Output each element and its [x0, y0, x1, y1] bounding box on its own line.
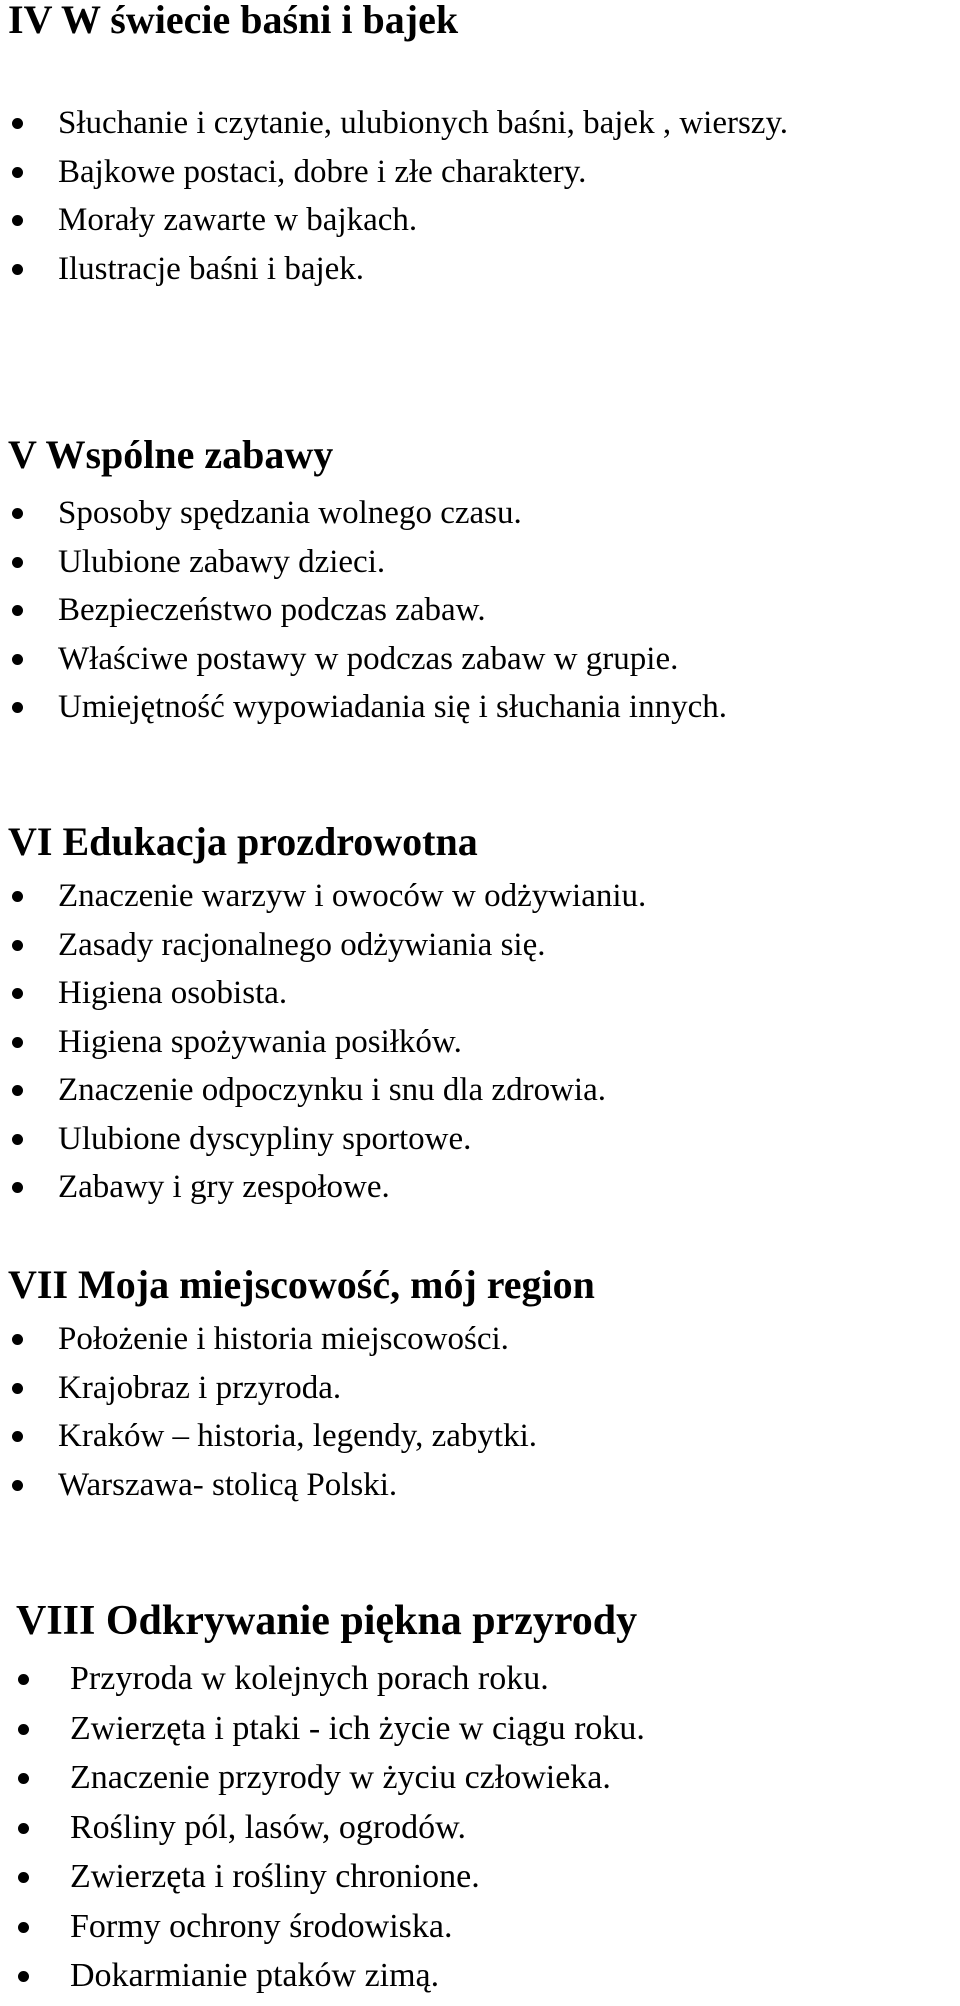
section-heading: IV W świecie baśni i bajek: [8, 0, 459, 42]
bullet-icon: [18, 1724, 29, 1735]
bullet-icon: [12, 605, 23, 616]
bullet-icon: [12, 1334, 23, 1345]
bullet-icon: [18, 1773, 29, 1784]
bullet-icon: [12, 654, 23, 665]
bullet-icon: [18, 1674, 29, 1685]
bullet-icon: [12, 1480, 23, 1491]
section-heading: V Wspólne zabawy: [8, 432, 334, 477]
bullet-icon: [12, 508, 23, 519]
bullet-icon: [12, 118, 23, 129]
bullet-icon: [18, 1971, 29, 1982]
bullet-icon: [12, 1182, 23, 1193]
bullet-icon: [18, 1922, 29, 1933]
bullet-icon: [12, 557, 23, 568]
bullet-icon: [12, 988, 23, 999]
bullet-icon: [18, 1872, 29, 1883]
bullet-icon: [12, 215, 23, 226]
bullet-icon: [12, 1383, 23, 1394]
section-heading: VI Edukacja prozdrowotna: [8, 819, 478, 864]
bullet-icon: [12, 702, 23, 713]
bullet-icon: [12, 940, 23, 951]
section-heading: VII Moja miejscowość, mój region: [8, 1262, 595, 1307]
bullet-icon: [12, 1134, 23, 1145]
bullet-icon: [12, 1431, 23, 1442]
section-heading: VIII Odkrywanie piękna przyrody: [16, 1598, 638, 1644]
bullet-icon: [12, 891, 23, 902]
bullet-icon: [12, 1037, 23, 1048]
bullet-icon: [18, 1823, 29, 1834]
bullet-icon: [12, 167, 23, 178]
bullet-icon: [12, 1085, 23, 1096]
bullet-icon: [12, 264, 23, 275]
